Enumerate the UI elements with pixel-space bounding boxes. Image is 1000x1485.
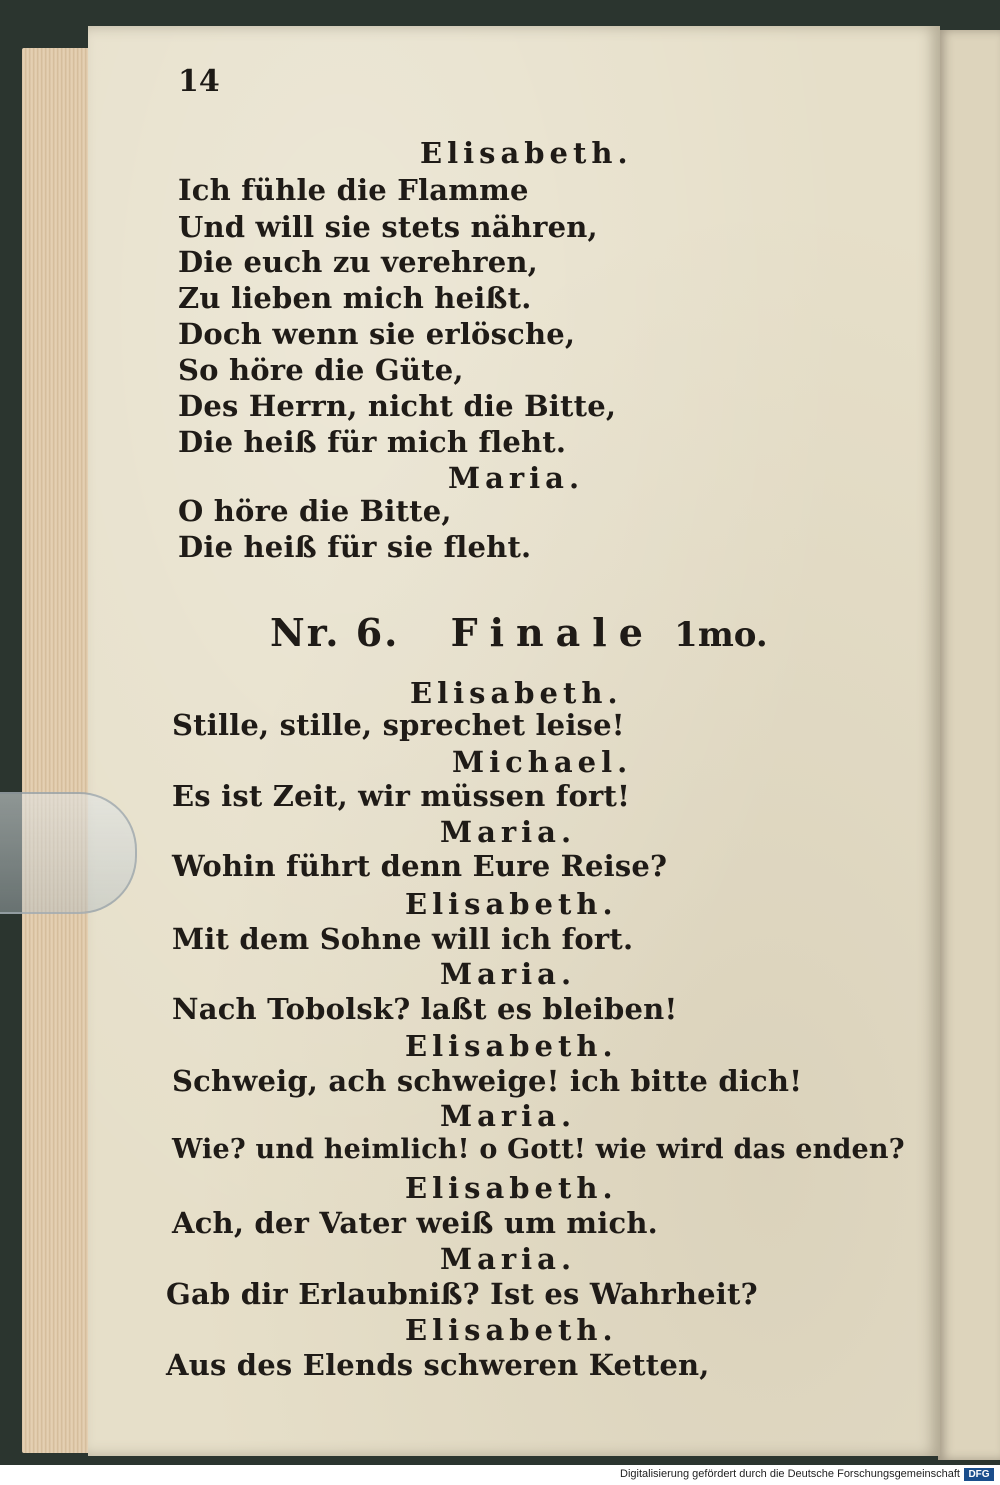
section-heading [270, 610, 768, 655]
speaker-name: Maria. [440, 1099, 577, 1133]
verse-line: Stille, stille, sprechet leise! [172, 708, 625, 742]
page-number: 14 [178, 64, 220, 99]
verse-line: Die heiß für mich fleht. [178, 425, 567, 459]
speaker-name: Michael. [452, 745, 633, 779]
verse-line: Ich fühle die Flamme [178, 173, 529, 207]
footer-bar [0, 1465, 1000, 1485]
speaker-name: Maria. [440, 815, 577, 849]
speaker-name: Elisabeth. [405, 1313, 618, 1347]
heading-suffix: 1mo. [674, 615, 768, 655]
verse-line: Mit dem Sohne will ich fort. [172, 922, 634, 956]
page-edge-stack [22, 48, 92, 1453]
speaker-name: Elisabeth. [410, 676, 623, 710]
verse-line: Die heiß für sie fleht. [178, 530, 532, 564]
heading-number: Nr. 6. [270, 610, 400, 655]
verse-line: Wie? und heimlich! o Gott! wie wird das enden? [172, 1134, 905, 1165]
heading-title: Finale [450, 610, 655, 655]
speaker-name: Maria. [440, 1242, 577, 1276]
verse-line: Des Herrn, nicht die Bitte, [178, 389, 617, 423]
speaker-name: Maria. [440, 957, 577, 991]
verse-line: Die euch zu verehren, [178, 245, 538, 279]
verse-line: Doch wenn sie erlösche, [178, 317, 576, 351]
verse-line: Nach Tobolsk? laßt es bleiben! [172, 992, 678, 1026]
verse-line: Ach, der Vater weiß um mich. [172, 1206, 658, 1240]
speaker-name: Elisabeth. [405, 1171, 618, 1205]
verse-line: So höre die Güte, [178, 353, 464, 387]
verse-line: O höre die Bitte, [178, 494, 452, 528]
verse-line: Wohin führt denn Eure Reise? [172, 849, 668, 883]
page-clip [0, 792, 137, 914]
speaker-name: Elisabeth. [405, 1029, 618, 1063]
verse-line: Und will sie stets nähren, [178, 210, 598, 244]
verse-line: Zu lieben mich heißt. [178, 281, 532, 315]
verse-line: Gab dir Erlaubniß? Ist es Wahrheit? [166, 1277, 758, 1311]
speaker-name: Maria. [448, 461, 585, 495]
verse-line: Aus des Elends schweren Ketten, [166, 1348, 710, 1382]
adjacent-page [938, 30, 1000, 1460]
dfg-logo: DFG [964, 1468, 994, 1481]
funding-credit: Digitalisierung gefördert durch die Deutsche Forschungsgemeinschaft [620, 1468, 960, 1480]
speaker-name: Elisabeth. [420, 136, 633, 170]
verse-line: Schweig, ach schweige! ich bitte dich! [172, 1064, 803, 1098]
speaker-name: Elisabeth. [405, 887, 618, 921]
verse-line: Es ist Zeit, wir müssen fort! [172, 779, 631, 813]
